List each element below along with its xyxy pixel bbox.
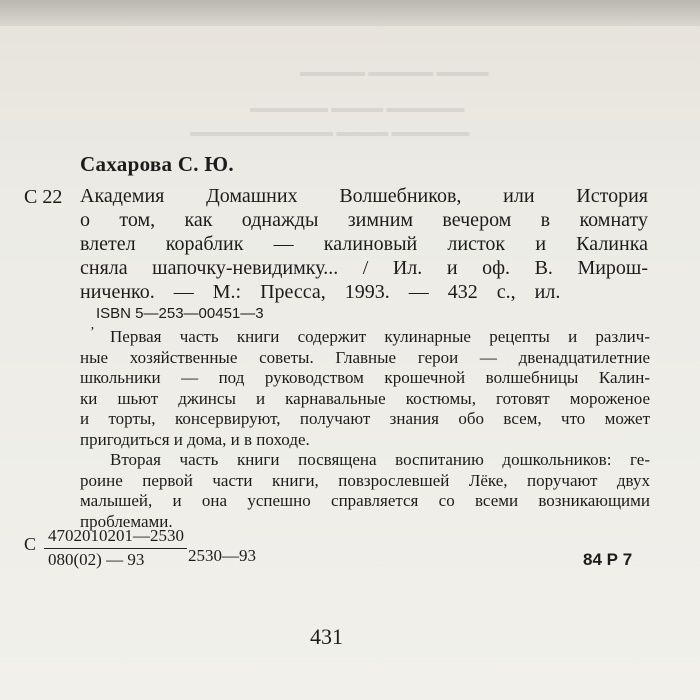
description-line: о том, как однажды зимним вечером в комнату (80, 209, 648, 231)
author-name: Сахарова С. Ю. (80, 152, 234, 176)
page-number: 431 (310, 624, 343, 649)
bbk-fraction (44, 526, 188, 570)
annotation-line: и торты, консервируют, получают знания обо всем, что может (80, 409, 650, 428)
fraction-bar (44, 548, 187, 549)
bleed-through-text: ▬▬▬▬▬▬ ▬▬▬▬ ▬▬▬▬▬▬▬▬▬▬▬ (190, 124, 470, 139)
annotation-line: ные хозяйственные советы. Главные герои — двенадцатилетние (80, 347, 650, 367)
description-line: Академия Домашних Волшебников, или История (80, 185, 648, 207)
description-line: влетел кораблик — калиновый листок и Калинка (80, 233, 648, 255)
author-cipher: С 22 (24, 186, 63, 208)
bleed-through-text: ▬▬▬▬ ▬▬▬▬▬ ▬▬▬▬▬ (300, 64, 489, 79)
bbk-denominator: 080(02) — 93 (48, 550, 145, 569)
annotation-line: проблемами. (80, 511, 173, 531)
bbk-letter: С (24, 534, 37, 554)
annotation-line: малышей, и она успешно справляется со всеми возникающими (80, 491, 650, 510)
description-line: ниченко. — М.: Пресса, 1993. — 432 с., ил. (80, 281, 561, 303)
bbk-year-index: 2530—93 (188, 546, 256, 565)
isbn: ISBN 5—253—00451—3 (96, 305, 264, 322)
annotation-line: пригодиться и дома, и в походе. (80, 429, 310, 449)
annotation-line: Вторая часть книги посвящена воспитанию дошкольников: ге- (110, 450, 650, 469)
annotation-line: Первая часть книги содержит кулинарные рецепты и различ- (110, 327, 650, 346)
annotation-line: роине первой части книги, повзрослевшей Лёке, поручают двух (80, 470, 650, 490)
bleed-through-text: ▬▬▬▬▬▬ ▬▬▬▬ ▬▬▬▬▬▬ (250, 100, 465, 115)
annotation-mark: ʼ (90, 325, 95, 340)
page-top-shadow (0, 0, 700, 26)
annotation (80, 327, 650, 532)
bbk-numerator: 4702010201—2530 (48, 526, 184, 545)
annotation-line: школьники — под руководством крошечной волшебницы Калин- (80, 368, 650, 387)
bibliographic-description (80, 184, 648, 304)
bbk-code: 84 Р 7 (583, 550, 633, 569)
annotation-line: ки шьют джинсы и карнавальные костюмы, готовят мороженое (80, 388, 650, 408)
description-line: сняла шапочку-невидимку... / Ил. и оф. В. Мирош- (80, 257, 648, 279)
